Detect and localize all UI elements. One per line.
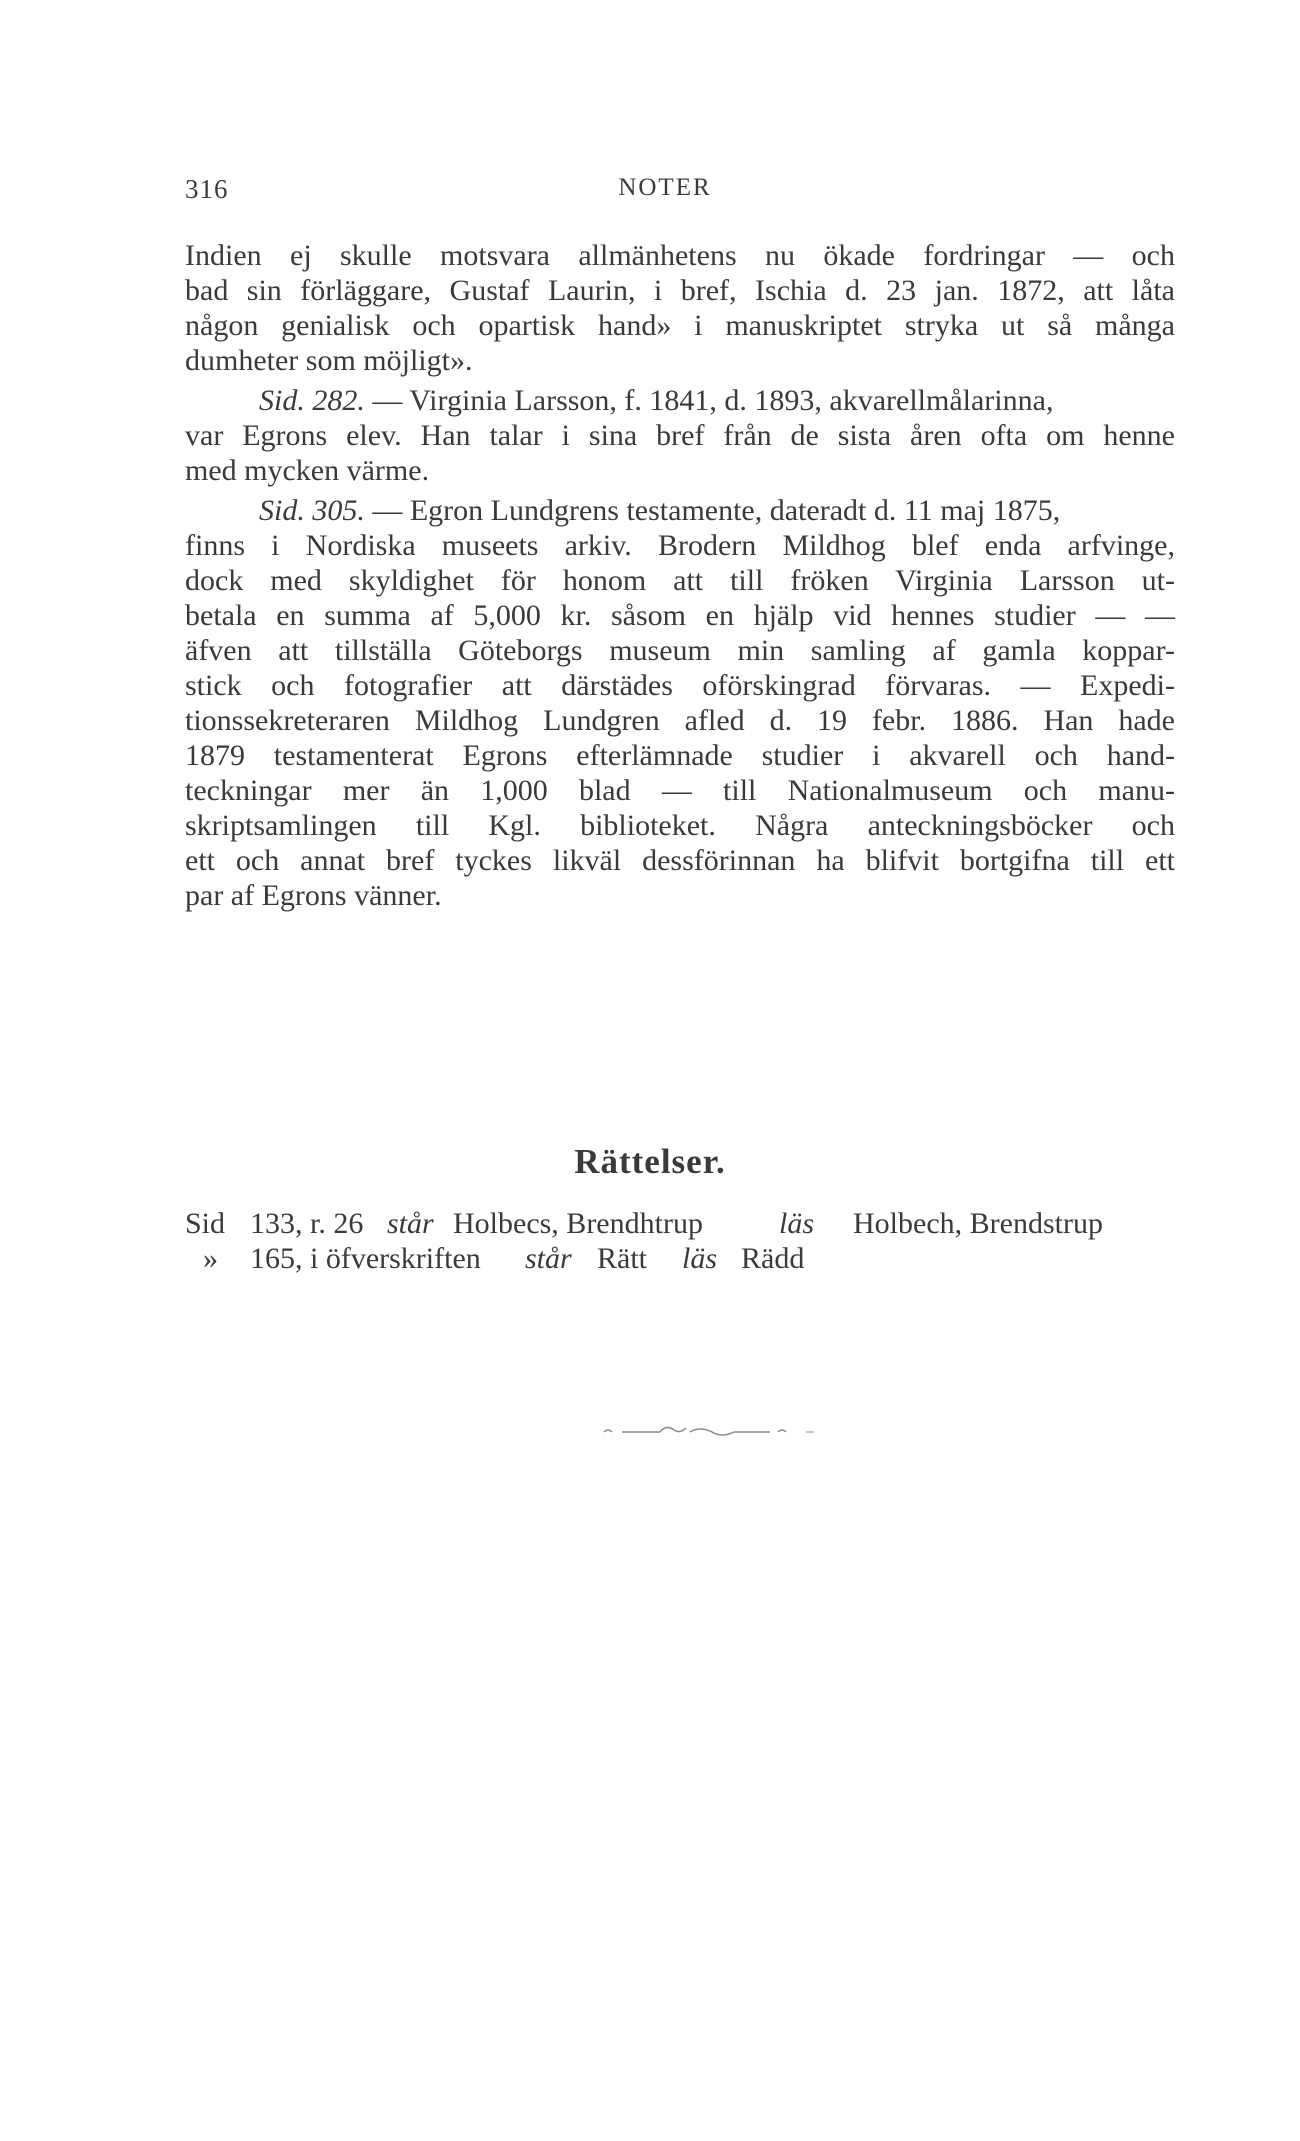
- text-line: tionssekreteraren Mildhog Lundgren afled d. 19 febr. 1886. Han hade: [185, 704, 1175, 737]
- text-fragment: — Virginia Larsson, f. 1841, d. 1893, akvarellmålarinna,: [372, 384, 1054, 417]
- correction-star-label: står: [525, 1242, 572, 1275]
- text-line: med mycken värme.: [185, 454, 430, 487]
- text-line: äfven att tillställa Göteborgs museum min samling af gamla koppar-: [185, 634, 1175, 667]
- text-fragment: — Egron Lundgrens testamente, dateradt d. 11 maj 1875,: [372, 494, 1061, 527]
- text-line: ett och annat bref tyckes likväl dessförinnan ha blifvit bortgifna till ett: [185, 844, 1175, 877]
- page-number: 316: [185, 174, 229, 204]
- correction-right: Rädd: [741, 1242, 805, 1275]
- text-line: dock med skyldighet för honom att till fröken Virginia Larsson ut-: [185, 564, 1175, 597]
- correction-location: 165, i öfverskriften: [250, 1242, 481, 1275]
- text-line: teckningar mer än 1,000 blad — till Nationalmuseum och manu-: [185, 774, 1175, 807]
- page-reference: Sid. 282.: [259, 384, 365, 417]
- correction-location: 133, r. 26: [250, 1207, 364, 1240]
- text-line: betala en summa af 5,000 kr. såsom en hjälp vid hennes studier — —: [185, 599, 1175, 632]
- correction-wrong: Rätt: [597, 1242, 647, 1275]
- correction-sid: »: [203, 1242, 218, 1275]
- text-line: stick och fotografier att därstädes oförskingrad förvaras. — Expedi-: [185, 669, 1175, 702]
- note-line: [259, 495, 1175, 527]
- correction-star-label: står: [387, 1207, 434, 1240]
- correction-wrong: Holbecs, Brendhtrup: [453, 1207, 703, 1240]
- correction-las-label: läs: [779, 1207, 815, 1240]
- text-line: någon genialisk och opartisk hand» i manuskriptet stryka ut så många: [185, 309, 1175, 342]
- text-line: skriptsamlingen till Kgl. biblioteket. Några anteckningsböcker och: [185, 809, 1175, 842]
- correction-las-label: läs: [682, 1242, 718, 1275]
- note-line: [259, 385, 1175, 417]
- running-head: [185, 174, 1145, 210]
- correction-sid: Sid: [185, 1207, 226, 1240]
- correction-right: Holbech, Brendstrup: [853, 1207, 1103, 1240]
- page-reference: Sid. 305.: [259, 494, 365, 527]
- text-line: var Egrons elev. Han talar i sina bref från de sista åren ofta om henne: [185, 419, 1175, 452]
- text-line: Indien ej skulle motsvara allmänhetens nu ökade fordringar — och: [185, 239, 1175, 272]
- decorative-flourish-icon: [600, 1420, 820, 1444]
- text-line: finns i Nordiska museets arkiv. Brodern Mildhog blef enda arfvinge,: [185, 529, 1175, 562]
- text-line: bad sin förläggare, Gustaf Laurin, i bref, Ischia d. 23 jan. 1872, att låta: [185, 274, 1175, 307]
- running-title: NOTER: [618, 174, 712, 201]
- text-line: par af Egrons vänner.: [185, 879, 442, 912]
- text-line: dumheter som möjligt».: [185, 344, 473, 377]
- corrections-heading: Rättelser.: [574, 1142, 726, 1181]
- text-line: 1879 testamenterat Egrons efterlämnade studier i akvarell och hand-: [185, 739, 1175, 772]
